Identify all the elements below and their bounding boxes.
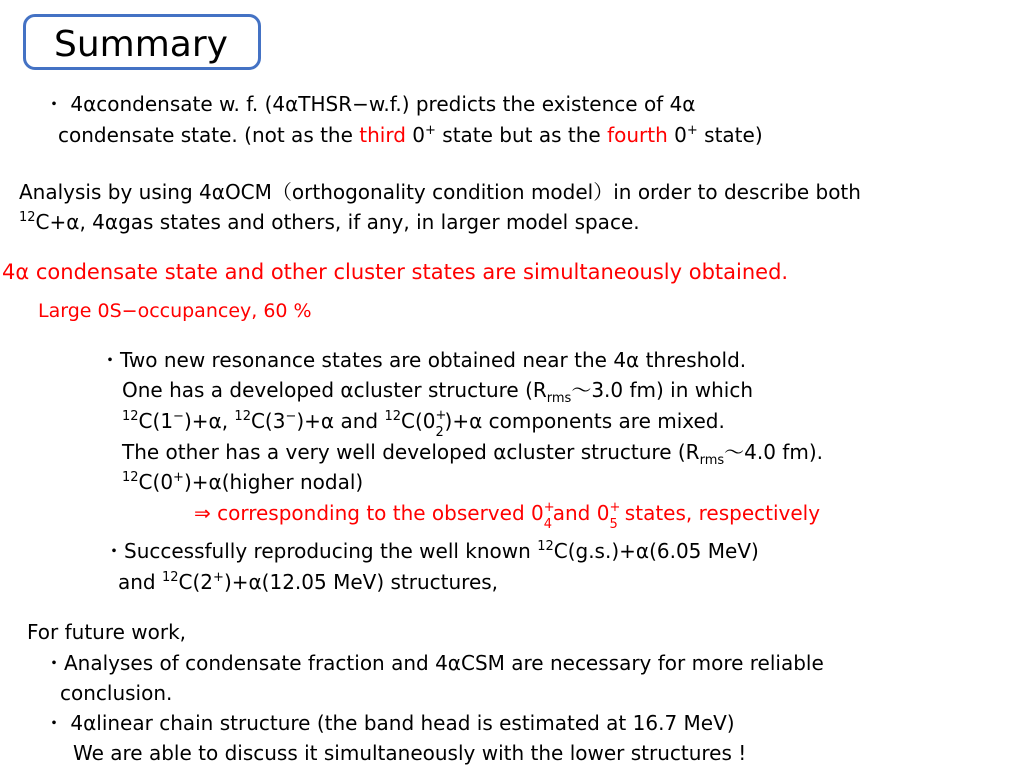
- intro-text-2c: state but as the: [435, 123, 608, 147]
- resonance-line-6: [194, 500, 821, 532]
- intro-line-2: [58, 122, 763, 152]
- slide-title: Summary: [54, 24, 228, 65]
- intro-text-1: ・ 4αcondensate w. f. (4αTHSR−w.f.) predicts the existence of 4α: [44, 92, 696, 116]
- analysis-line-2: [19, 209, 640, 239]
- resonance-ss-sub: 2: [435, 425, 444, 440]
- reproduce-text-2c: )+α(12.05 MeV) structures,: [223, 570, 499, 594]
- future-line-2: [60, 680, 172, 706]
- resonance-text-2a: One has a developed αcluster structure (R: [122, 378, 547, 402]
- result-occupancy: [38, 298, 312, 324]
- resonance-text-3f: )+α components are mixed.: [444, 409, 725, 433]
- resonance-sub-rms-1: rms: [546, 391, 572, 406]
- resonance-ss-sup: +: [435, 408, 447, 423]
- resonance-text-3a: C(1: [138, 409, 174, 433]
- intro-sup-1: +: [425, 123, 436, 138]
- reproduce-sup-12b: 12: [161, 570, 179, 585]
- resonance-sub-rms-2: rms: [699, 453, 725, 468]
- future-text-4: We are able to discuss it simultaneously with the lower structures !: [73, 741, 747, 765]
- resonance-text-6b: and 0: [552, 501, 610, 525]
- analysis-line-1: [19, 179, 861, 205]
- reproduce-text-1a: ・Successfully reproducing the well known: [104, 539, 538, 563]
- resonance-sup-12c: 12: [384, 409, 402, 424]
- future-heading: [27, 619, 186, 645]
- reproduce-text-1b: C(g.s.)+α(6.05 MeV): [553, 539, 759, 563]
- resonance-ss2-sup: +: [609, 500, 621, 515]
- resonance-sup-12d: 12: [122, 470, 139, 485]
- resonance-line-1: [100, 347, 746, 373]
- intro-text-2d: 0: [667, 123, 687, 147]
- intro-third: third: [359, 123, 406, 147]
- resonance-text-5b: )+α(higher nodal): [183, 470, 364, 494]
- resonance-text-3d: )+α and: [296, 409, 385, 433]
- resonance-sup-minus-2: −: [285, 409, 297, 424]
- resonance-line-3: [122, 408, 725, 438]
- result-headline: [2, 259, 788, 285]
- future-line-4: [73, 740, 746, 766]
- resonance-text-4b: ～4.0 fm).: [724, 440, 823, 464]
- intro-text-2a: condensate state. (not as the: [58, 123, 360, 147]
- resonance-sup-12b: 12: [234, 409, 251, 424]
- resonance-text-1: ・Two new resonance states are obtained near the 4α threshold.: [100, 348, 747, 372]
- resonance-text-3e: C(0: [401, 409, 436, 433]
- resonance-sup-minus-1: −: [173, 409, 184, 424]
- resonance-state-index-02: [435, 408, 447, 440]
- future-line-1: [44, 650, 824, 676]
- future-text-1: ・Analyses of condensate fraction and 4αCSM are necessary for more reliable: [44, 651, 824, 675]
- future-heading-text: For future work,: [27, 620, 187, 644]
- future-line-3: [44, 710, 735, 736]
- resonance-text-6a: ⇒ corresponding to the observed 0: [194, 501, 544, 525]
- future-text-2: conclusion.: [60, 681, 173, 705]
- resonance-text-6c: states, respectively: [618, 501, 821, 525]
- resonance-ss1-sup: +: [543, 500, 555, 515]
- analysis-sup: 12: [19, 210, 36, 225]
- analysis-text-2: C+α, 4αgas states and others, if any, in larger model space.: [35, 210, 640, 234]
- resonance-text-4a: The other has a very well developed αcluster structure (R: [122, 440, 700, 464]
- resonance-ss1-sub: 4: [543, 517, 553, 532]
- reproduce-text-2b: C(2: [178, 570, 214, 594]
- resonance-line-5: [122, 469, 363, 499]
- resonance-state-index-05: [609, 500, 621, 532]
- reproduce-text-2a: and: [118, 570, 162, 594]
- analysis-text-1: Analysis by using 4αOCM（orthogonality condition model）in order to describe both: [19, 180, 861, 204]
- resonance-text-2b: ～3.0 fm) in which: [571, 378, 754, 402]
- resonance-line-4: [122, 439, 823, 469]
- reproduce-sup-12a: 12: [537, 539, 554, 554]
- title-box: [23, 14, 261, 70]
- reproduce-sup-plus: +: [213, 570, 224, 585]
- resonance-sup-plus: +: [173, 470, 184, 485]
- intro-sup-2: +: [686, 123, 698, 138]
- resonance-text-3c: C(3: [250, 409, 286, 433]
- intro-line-1: [44, 91, 695, 117]
- resonance-ss2-sub: 5: [609, 517, 618, 532]
- result-occupancy-text: Large 0S−occupancey, 60 %: [38, 300, 312, 322]
- intro-text-2e: state): [697, 123, 763, 147]
- intro-fourth: fourth: [607, 123, 668, 147]
- resonance-text-3b: )+α,: [183, 409, 235, 433]
- future-text-3: ・ 4αlinear chain structure (the band head is estimated at 16.7 MeV): [44, 711, 735, 735]
- reproduce-line-2: [118, 569, 498, 599]
- resonance-sup-12a: 12: [122, 409, 139, 424]
- result-headline-text: 4α condensate state and other cluster states are simultaneously obtained.: [2, 260, 789, 284]
- resonance-state-index-04: [543, 500, 555, 532]
- resonance-text-5a: C(0: [138, 470, 174, 494]
- intro-text-2b: 0: [405, 123, 426, 147]
- reproduce-line-1: [104, 538, 759, 568]
